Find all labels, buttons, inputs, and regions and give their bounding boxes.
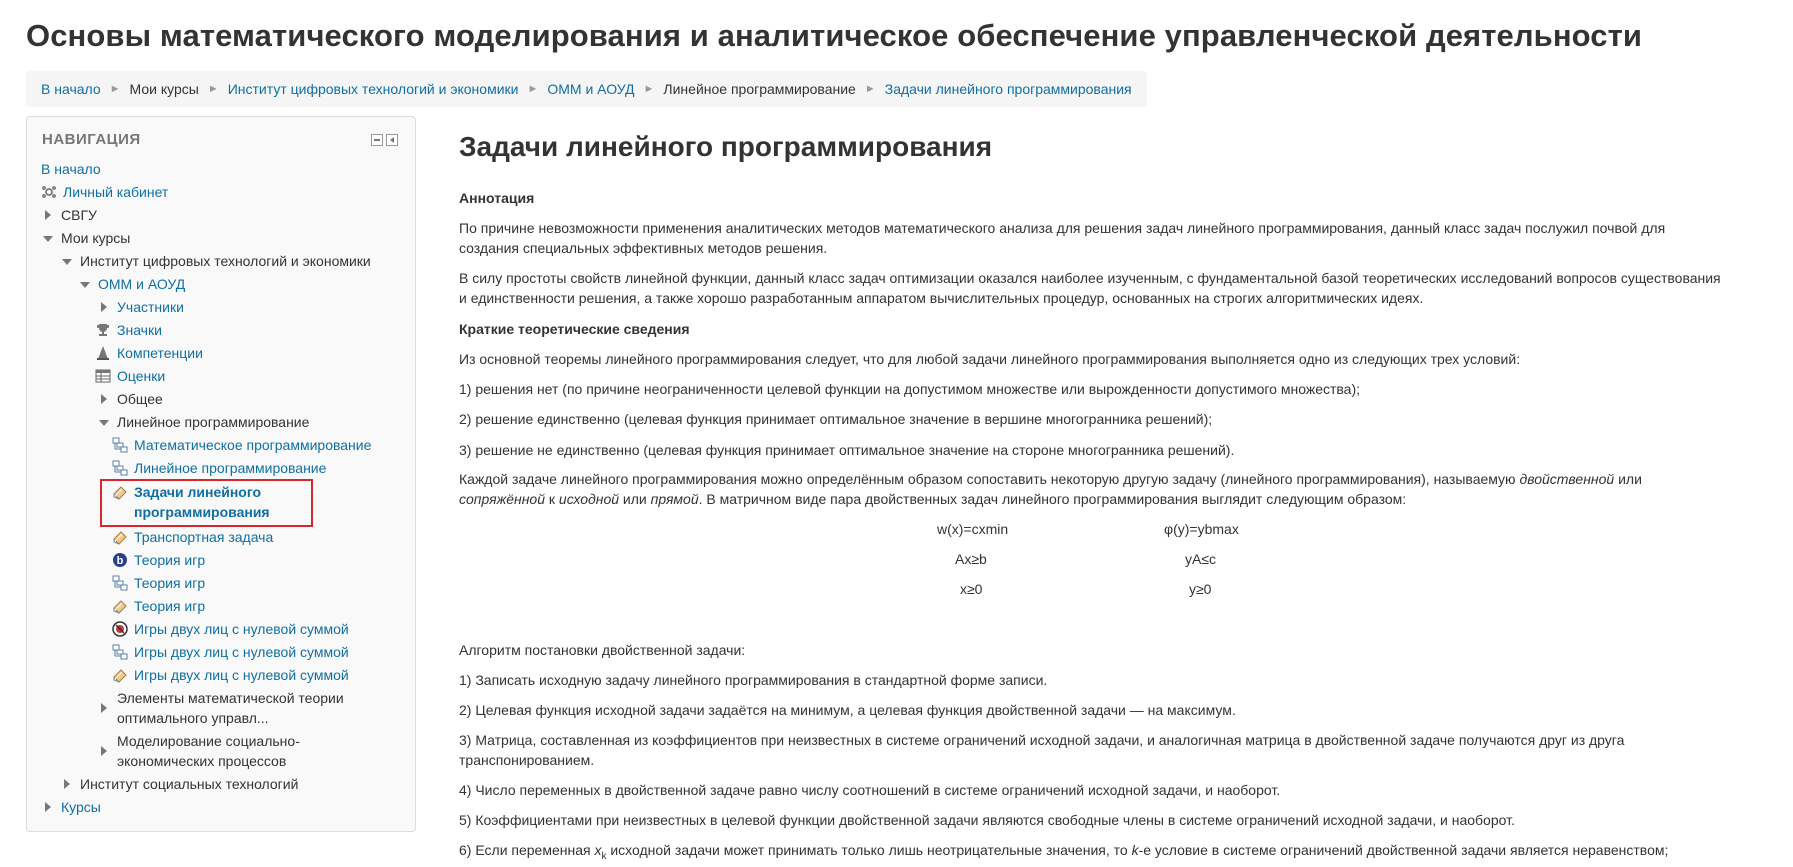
expand-arrow-icon — [101, 746, 107, 756]
breadcrumb-institute[interactable]: Институт цифровых технологий и экономики — [227, 81, 519, 97]
nav-item-label: Задачи линейного программирования — [134, 484, 270, 520]
text-run: . В матричном виде пара двойственных задач линейного программирования выглядит следующим образом: — [698, 491, 1407, 507]
paragraph: По причине невозможности применения аналитических методов математического анализа для решения задач линейного программирования, данный класс задач послужил почвой для создания специальных эффективных методов решения. — [459, 220, 1666, 256]
collapse-arrow-icon — [80, 282, 90, 288]
breadcrumb-separator: ► — [109, 83, 121, 95]
nav-item-course[interactable] — [80, 274, 185, 294]
algorithm-step: 1) Записать исходную задачу линейного программирования в стандартной форме записи. — [459, 672, 1048, 688]
nav-item-modeling[interactable] — [101, 731, 347, 771]
page-title: Основы математического моделирования и аналитическое обеспечение управленческой деятельности — [26, 18, 1643, 53]
page-icon — [112, 484, 128, 500]
text-run: исходной задачи может принимать только лишь неотрицательные значения, то — [606, 842, 1132, 858]
breadcrumb-separator: ► — [643, 83, 655, 95]
nav-item-label: Участники — [117, 299, 184, 315]
collapse-arrow-icon — [99, 420, 109, 426]
nav-item-label: Компетенции — [117, 345, 203, 361]
competency-icon — [95, 345, 111, 361]
nav-item-label: Теория игр — [134, 552, 206, 568]
paragraph: В силу простоты свойств линейной функции, данный класс задач оптимизации оказался наиболее изученным, с фундаментальной базой теоретических исследований вопросов существования и единственности решения, а также хорошо разработанным аппаратом вычислительных процедур, основанных на строгих алгоритмических идеях. — [459, 270, 1721, 306]
grades-table-icon — [95, 368, 111, 384]
text-run: Каждой задаче линейного программирования можно определённым образом сопоставить некоторую другую задачу (линейного программирования), называемую — [459, 471, 1520, 487]
emphasis: исходной — [558, 491, 620, 507]
expand-arrow-icon — [45, 802, 51, 812]
nav-item-general[interactable] — [101, 389, 163, 409]
text-run: 6) Если переменная — [459, 842, 595, 858]
expand-arrow-icon — [101, 394, 107, 404]
algorithm-step: 5) Коэффициентами при неизвестных в целевой функции двойственной задачи являются свободные члены в системе ограничений исходной задачи, и наоборот. — [459, 812, 1515, 828]
nav-item-svgu[interactable] — [45, 205, 97, 225]
breadcrumb-current-page[interactable]: Задачи линейного программирования — [884, 81, 1132, 97]
nav-item-label: Значки — [117, 322, 162, 338]
breadcrumb-home[interactable]: В начало — [41, 81, 101, 97]
quiz-icon — [112, 621, 128, 637]
book-icon — [112, 437, 128, 453]
nav-item-home[interactable] — [41, 159, 101, 179]
algorithm-heading: Алгоритм постановки двойственной задачи: — [459, 642, 746, 658]
nav-item-label: Теория игр — [134, 575, 206, 591]
nav-item-label: ОММ и АОУД — [98, 276, 186, 292]
annotation-heading: Аннотация — [459, 190, 535, 206]
paragraph: 3) решение не единственно (целевая функция принимает оптимальное значение на стороне многогранника решений). — [459, 442, 1235, 458]
variable: k — [1131, 842, 1139, 858]
breadcrumb-course[interactable]: ОММ и АОУД — [547, 81, 635, 97]
dock-block-icon[interactable] — [386, 134, 398, 146]
nav-item-linear-programming-section[interactable] — [99, 412, 309, 432]
text-run: или — [1614, 471, 1642, 487]
nav-item-zero-sum-book[interactable] — [112, 642, 349, 662]
nav-item-lp-tasks-current[interactable] — [112, 482, 284, 522]
nav-item-label: СВГУ — [61, 207, 97, 223]
nav-item-badges[interactable] — [95, 320, 162, 340]
algorithm-step: 3) Матрица, составленная из коэффициентов при неизвестных в системе ограничений исходной задачи, и аналогичная матрица в двойственной задаче получаются друг из друга транспонированием. — [459, 732, 1625, 768]
nav-item-courses[interactable] — [45, 797, 101, 817]
nav-item-label: Общее — [117, 391, 163, 407]
trophy-icon — [95, 322, 111, 338]
nav-item-game-theory-book[interactable] — [112, 573, 205, 593]
svg-text:b: b — [116, 555, 124, 567]
b-circle-icon — [112, 552, 128, 568]
text-run: -е условие в системе ограничений двойственной задачи является неравенством; — [1138, 842, 1669, 858]
emphasis: двойственной — [1519, 471, 1615, 487]
book-icon — [112, 575, 128, 591]
content-title: Задачи линейного программирования — [459, 131, 993, 162]
expand-arrow-icon — [101, 302, 107, 312]
nav-item-label: Институт социальных технологий — [80, 776, 299, 792]
paragraph-dual-definition — [459, 469, 1724, 509]
nav-item-label: Мои курсы — [61, 230, 131, 246]
collapse-arrow-icon — [62, 259, 72, 265]
page-icon — [112, 667, 128, 683]
nav-item-transport-task[interactable] — [112, 527, 273, 547]
nav-item-grades[interactable] — [95, 366, 165, 386]
expand-arrow-icon — [101, 703, 107, 713]
theory-heading: Краткие теоретические сведения — [459, 321, 690, 337]
paragraph: 1) решения нет (по причине неограниченности целевой функции на допустимом множестве или вырожденности допустимого множества); — [459, 381, 1361, 397]
collapse-arrow-icon — [43, 236, 53, 242]
nav-item-my-courses[interactable] — [43, 228, 130, 248]
nav-item-label: Оценки — [117, 368, 166, 384]
breadcrumb-separator: ► — [207, 83, 219, 95]
expand-arrow-icon — [64, 779, 70, 789]
breadcrumb-my-courses: Мои курсы — [129, 81, 199, 97]
dual-nonnegativity: y≥0 — [1189, 581, 1212, 597]
algorithm-step — [459, 840, 1724, 867]
nav-item-label: Математическое программирование — [134, 437, 372, 453]
text-run: к — [545, 491, 559, 507]
collapse-block-icon[interactable] — [371, 134, 383, 146]
nav-item-label: Линейное программирование — [134, 460, 327, 476]
nav-item-label: Теория игр — [134, 598, 206, 614]
primal-objective: w(x)=cxmin — [937, 521, 1009, 537]
nav-item-zero-sum-quiz[interactable] — [112, 619, 349, 639]
nav-item-label: Личный кабинет — [63, 184, 169, 200]
primal-constraint: Ax≥b — [955, 551, 987, 567]
nav-item-label: Транспортная задача — [134, 529, 274, 545]
nav-item-label: Элементы математической теории оптимального управл... — [117, 690, 344, 726]
algorithm-step: 2) Целевая функция исходной задачи задаётся на минимум, а целевая функция двойственной задачи — на максимум. — [459, 702, 1236, 718]
nav-item-label: Игры двух лиц с нулевой суммой — [134, 621, 349, 637]
algorithm-step: 4) Число переменных в двойственной задаче равно числу соотношений в системе ограничений исходной задачи, и наоборот. — [459, 782, 1281, 798]
breadcrumb-separator: ► — [527, 83, 539, 95]
nav-item-competencies[interactable] — [95, 343, 203, 363]
nav-item-game-theory-b[interactable] — [112, 550, 205, 570]
nav-item-dashboard[interactable] — [41, 182, 168, 202]
nav-item-game-theory-page[interactable] — [112, 596, 205, 616]
breadcrumb — [26, 71, 1147, 107]
dashboard-icon — [41, 184, 57, 200]
nav-item-math-programming[interactable] — [112, 435, 371, 455]
nav-item-linear-programming-book[interactable] — [112, 458, 326, 478]
paragraph: 2) решение единственно (целевая функция принимает оптимальное значение в вершине многогранника решений); — [459, 411, 1213, 427]
page-icon — [112, 598, 128, 614]
nav-item-label: В начало — [41, 161, 101, 177]
nav-item-label: Игры двух лиц с нулевой суммой — [134, 667, 349, 683]
dual-constraint: yA≤c — [1185, 551, 1217, 567]
nav-item-participants[interactable] — [101, 297, 184, 317]
nav-item-label: Институт цифровых технологий и экономики — [80, 253, 371, 269]
book-icon — [112, 644, 128, 660]
nav-item-zero-sum-page[interactable] — [112, 665, 349, 685]
emphasis: сопряжённой — [459, 491, 545, 507]
variable-subscript: k — [601, 850, 607, 862]
variable: x — [594, 842, 602, 858]
paragraph: Из основной теоремы линейного программирования следует, что для любой задачи линейного программирования выполняется одно из следующих трех условий: — [459, 351, 1521, 367]
dual-objective: φ(y)=ybmax — [1164, 521, 1239, 537]
breadcrumb-separator: ► — [864, 83, 876, 95]
nav-item-label: Моделирование социально-экономических процессов — [117, 733, 300, 769]
emphasis: прямой — [650, 491, 699, 507]
page-icon — [112, 529, 128, 545]
nav-item-label: Курсы — [61, 799, 101, 815]
navigation-title: НАВИГАЦИЯ — [42, 131, 141, 148]
nav-item-institute-digital[interactable] — [62, 251, 371, 271]
nav-item-label: Игры двух лиц с нулевой суммой — [134, 644, 349, 660]
expand-arrow-icon — [45, 210, 51, 220]
primal-nonnegativity: x≥0 — [960, 581, 983, 597]
book-icon — [112, 460, 128, 476]
nav-item-label: Линейное программирование — [117, 414, 310, 430]
breadcrumb-section: Линейное программирование — [663, 81, 856, 97]
text-run: или — [619, 491, 651, 507]
nav-item-optimal-control[interactable] — [101, 688, 387, 728]
nav-item-institute-social[interactable] — [64, 774, 298, 794]
